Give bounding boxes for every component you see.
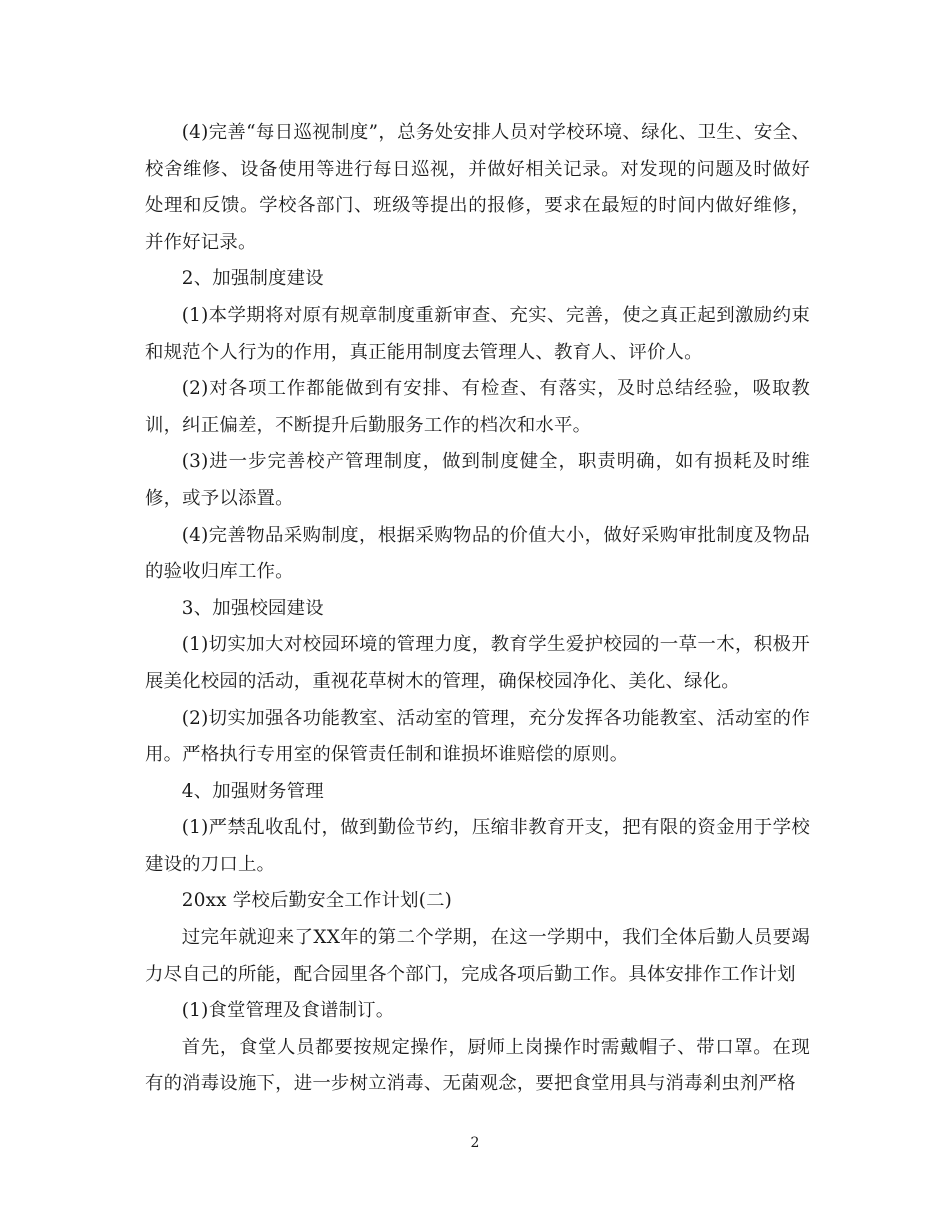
heading-system-construction: 2、加强制度建设 [181, 268, 324, 290]
paragraph-campus-environment: (1)切实加大对校园环境的管理力度，教育学生爱护校园的一草一木，积极开展美化校园的活动，重视花草树木的管理，确保校园净化、美化、绿化。 [145, 634, 810, 692]
page-number: 2 [470, 1135, 480, 1151]
paragraph-semester-intro: 过完年就迎来了XX年的第二个学期，在这一学期中，我们全体后勤人员要竭力尽自己的所能，配合园里各个部门，完成各项后勤工作。具体安排作工作计划 [145, 927, 810, 985]
paragraph-canteen-rules: 首先，食堂人员都要按规定操作，厨师上岗操作时需戴帽子、带口罩。在现有的消毒设施下，进一步树立消毒、无菌观念，要把食堂用具与消毒剎虫剂严格 [145, 1036, 810, 1095]
section-title-plan-two: 20xx 学校后勤安全工作计划(二) [181, 890, 453, 912]
paragraph-canteen-heading: (1)食堂管理及食谱制订。 [181, 1000, 395, 1022]
document-body [145, 115, 810, 1103]
paragraph-function-rooms: (2)切实加强各功能教室、活动室的管理，充分发挥各功能教室、活动室的作用。严格执行专用室的保管责任制和谁损坏谁赔偿的原则。 [145, 707, 810, 766]
heading-campus-construction: 3、加强校园建设 [181, 597, 324, 619]
paragraph-work-arrangement: (2)对各项工作都能做到有安排、有检查、有落实，及时总结经验，吸取教训，纠正偏差，不断提升后勤服务工作的档次和水平。 [145, 378, 810, 436]
paragraph-property-management: (3)进一步完善校产管理制度，做到制度健全，职责明确，如有损耗及时维修，或予以添置。 [145, 451, 810, 509]
paragraph-procurement: (4)完善物品采购制度，根据采购物品的价值大小，做好采购审批制度及物品的验收归库工作。 [145, 524, 810, 583]
heading-finance-management: 4、加强财务管理 [181, 780, 324, 802]
paragraph-rules-review: (1)本学期将对原有规章制度重新审查、充实、完善，使之真正起到激励约束和规范个人行为的作用，真正能用制度去管理人、教育人、评价人。 [145, 304, 810, 363]
paragraph-finance-rules: (1)严禁乱收乱付，做到勤俭节约，压缩非教育开支，把有限的资金用于学校建设的刀口上。 [145, 817, 810, 875]
paragraph-inspection-system: (4)完善“每日巡视制度”，总务处安排人员对学校环境、绿化、卫生、安全、校舍维修、设备使用等进行每日巡视，并做好相关记录。对发现的问题及时做好处理和反馈。学校各部门、班级等提出的报修，要求在最短的时间内做好维修，并作好记录。 [145, 122, 810, 253]
